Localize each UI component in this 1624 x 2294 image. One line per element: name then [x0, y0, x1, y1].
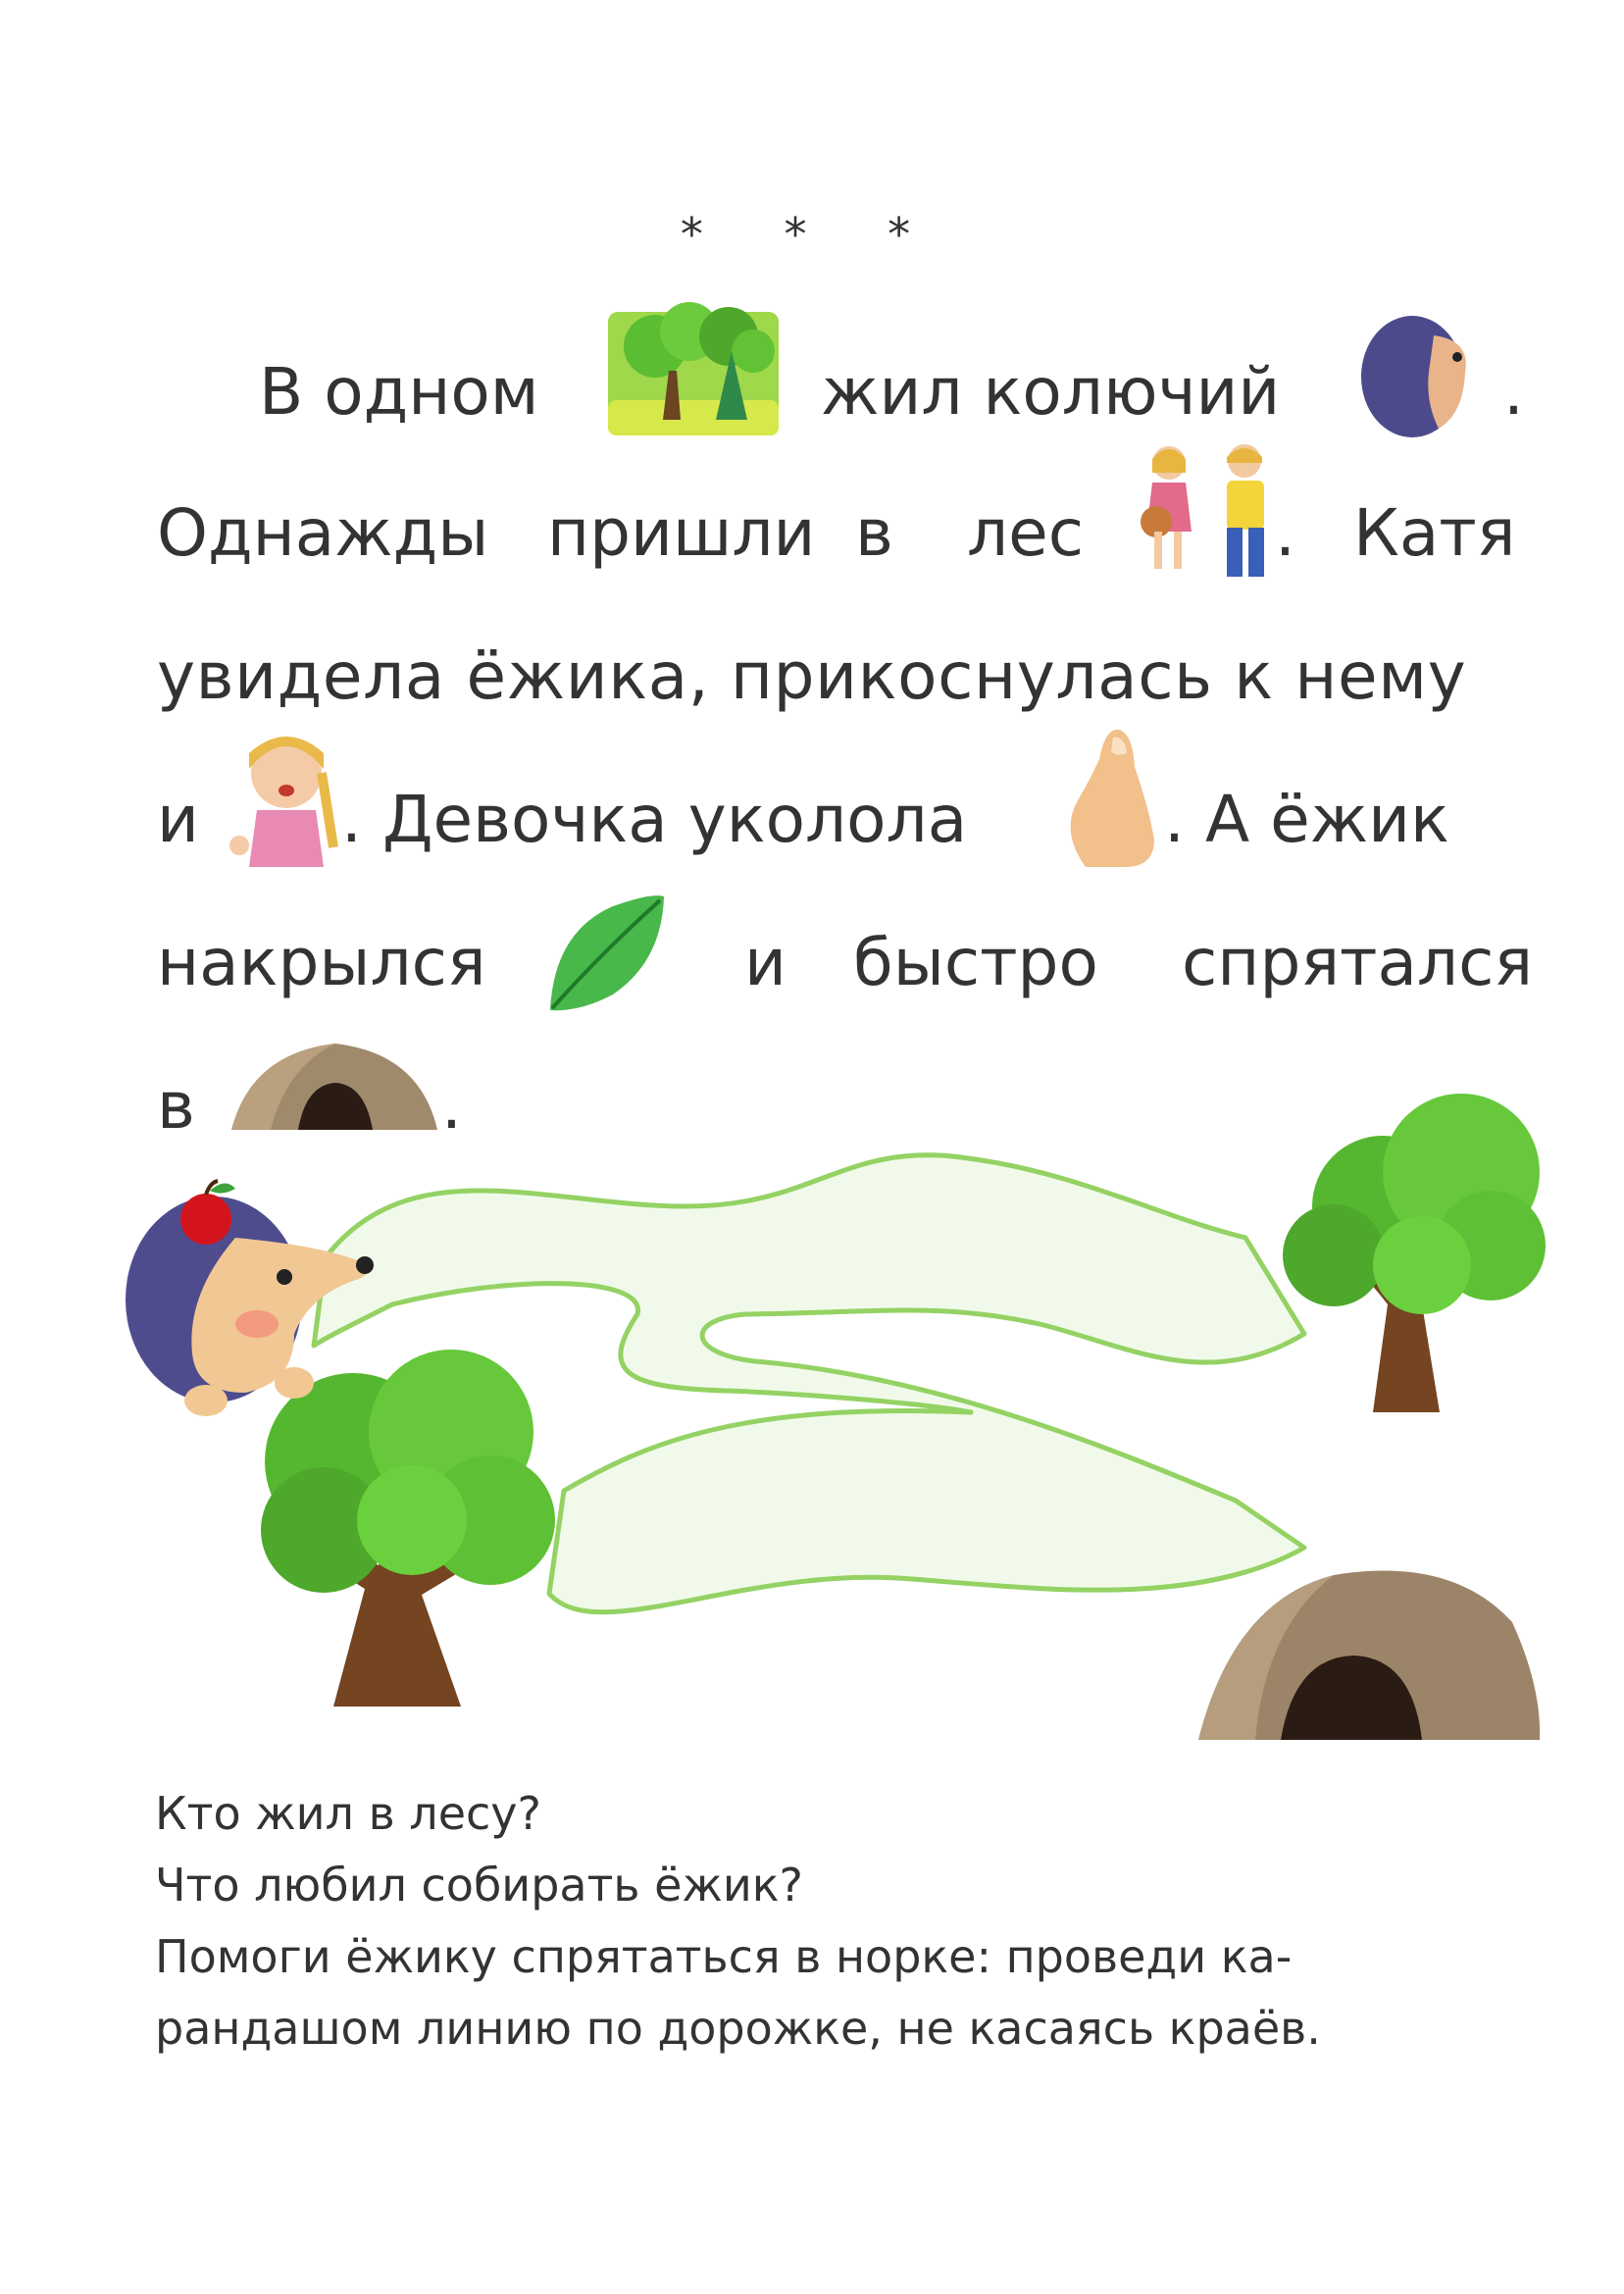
task-line-2: рандашом линию по дорожке, не касаясь краёв.	[155, 2002, 1321, 2055]
story-word: и	[157, 782, 199, 857]
question-2: Что любил собирать ёжик?	[155, 1859, 803, 1912]
story-word: жил колючий	[821, 354, 1281, 430]
story-word: . А ёжик	[1164, 782, 1449, 857]
story-word: пришли	[547, 495, 816, 571]
story-word: быстро	[853, 925, 1098, 1000]
questions-block	[155, 1778, 1528, 2065]
tree-bottom-left	[261, 1350, 555, 1707]
story-word: лес	[967, 495, 1085, 571]
story-word: .	[1503, 354, 1524, 430]
story-word: .	[441, 1068, 462, 1144]
task-line-1: Помоги ёжику спрятаться в норке: проведи ка-	[155, 1930, 1293, 1983]
story-word: .	[1275, 495, 1295, 571]
section-stars: * * *	[680, 208, 944, 261]
story-word: в	[157, 1068, 195, 1144]
story-word: накрылся	[157, 925, 486, 1000]
story-word: Однажды	[157, 495, 489, 571]
story-word: увидела ёжика, прикоснулась к нему	[157, 638, 1467, 714]
tree-top-right	[1283, 1094, 1546, 1412]
story-word: в	[855, 495, 893, 571]
story-word: . Девочка уколола	[341, 782, 968, 857]
story-word: спрятался	[1182, 925, 1534, 1000]
story-word: Катя	[1353, 495, 1516, 571]
story-word: В одном	[259, 354, 539, 430]
story-word: и	[744, 925, 787, 1000]
burrow-destination	[1198, 1570, 1540, 1740]
question-1: Кто жил в лесу?	[155, 1787, 541, 1840]
